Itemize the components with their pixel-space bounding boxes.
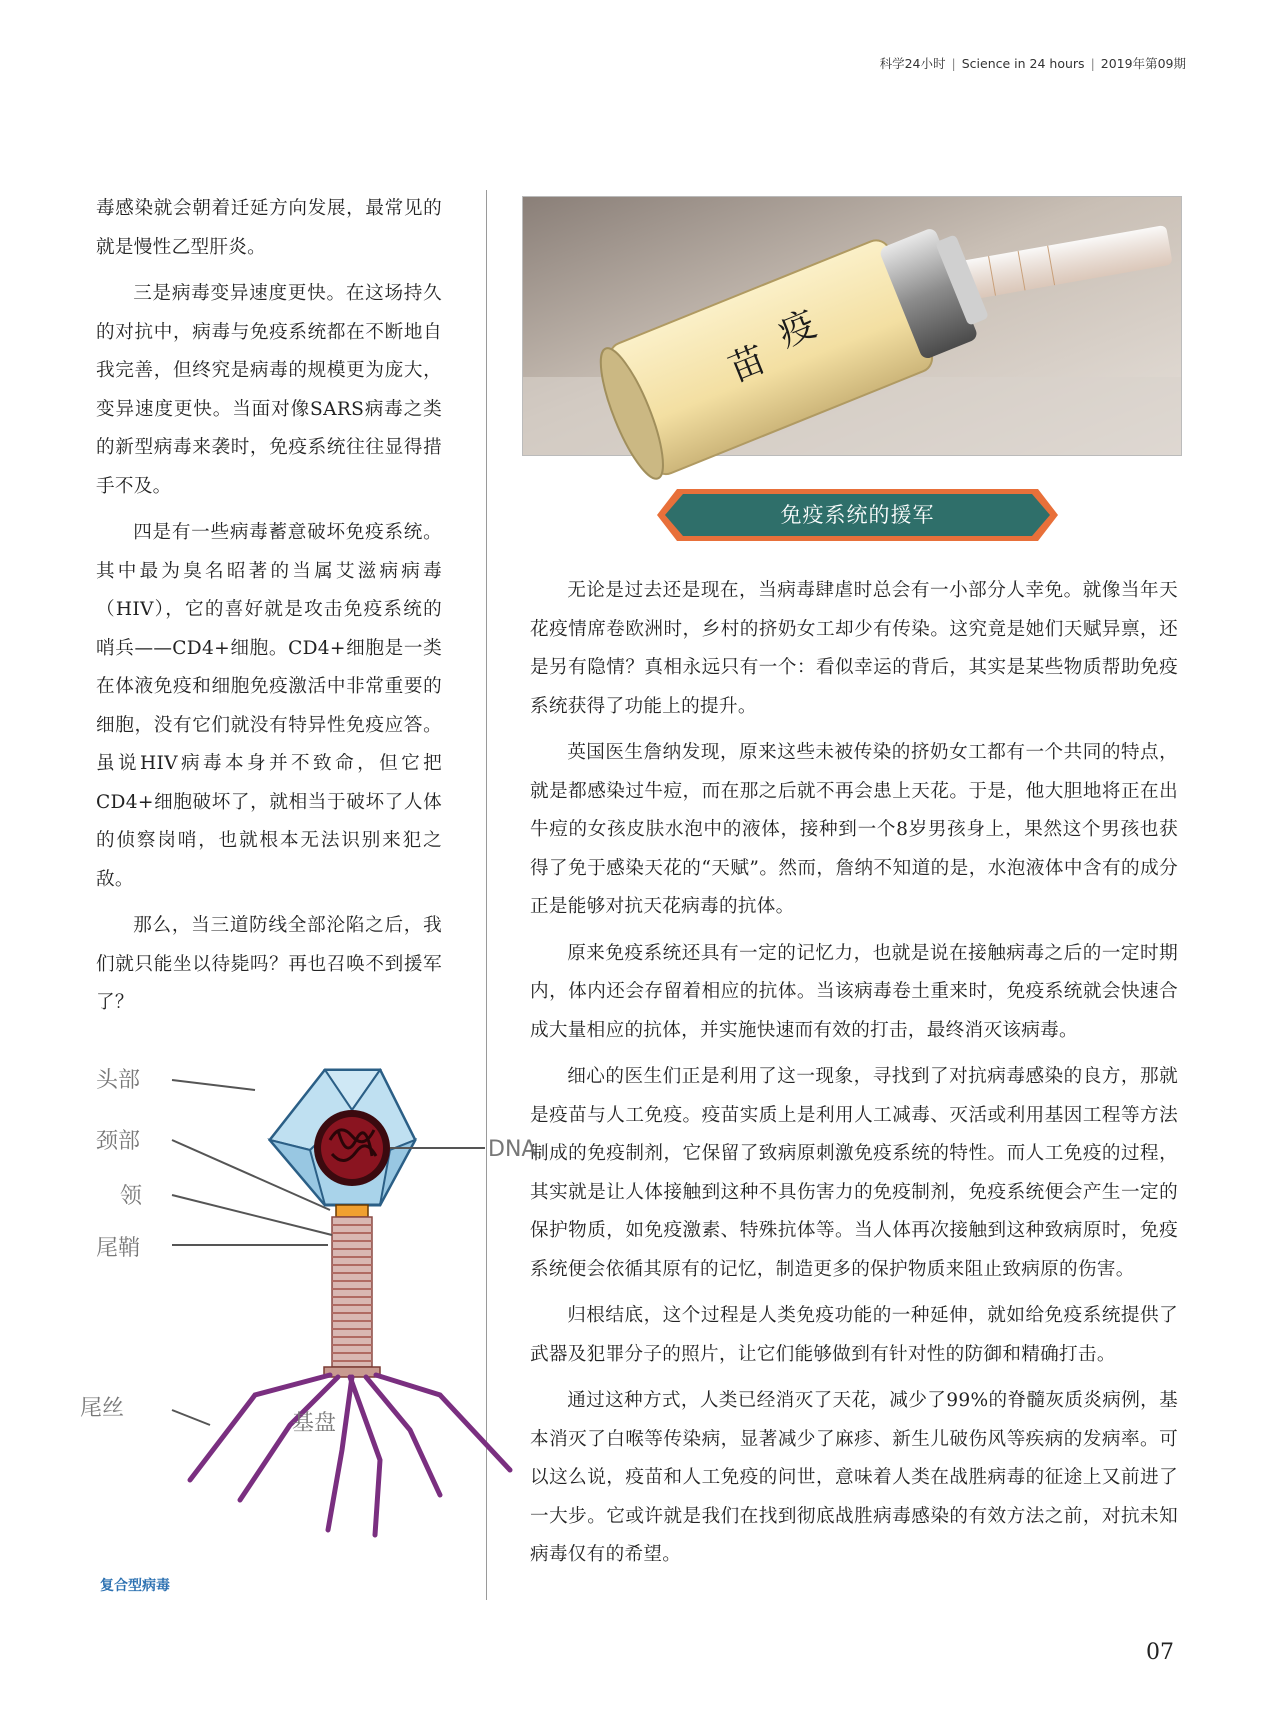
vial-label-char-1: 疫 <box>773 303 822 356</box>
vaccine-vial-photo <box>522 196 1182 456</box>
section-heading-banner <box>655 487 1060 543</box>
page-header <box>880 54 1186 72</box>
label-sheath: 尾鞘 <box>96 1236 141 1261</box>
paragraph: 英国医生詹纳发现，原来这些未被传染的挤奶女工都有一个共同的特点，就是都感染过牛痘，而在那之后就不再会患上天花。于是，他大胆地将正在出牛痘的女孩皮肤水泡中的液体，接种到一个8岁男孩身上，果然这个男孩也获得了免于感染天花的“天赋”。然而，詹纳不知道的是，水泡液体中含有的成分正是能够对抗天花病毒的抗体。 <box>530 742 1178 917</box>
paragraph: 四是有一些病毒蓄意破坏免疫系统。其中最为臭名昭著的当属艾滋病病毒（HIV），它的喜好就是攻击免疫系统的哨兵——CD4+细胞。CD4+细胞是一类在体液免疫和细胞免疫激活中非常重要的细胞，没有它们就没有特异性免疫应答。虽说HIV病毒本身并不致命，但它把CD4+细胞破坏了，就相当于破坏了人体的侦察岗哨，也就根本无法识别来犯之敌。 <box>96 522 442 890</box>
header-separator: | <box>951 56 956 71</box>
page-number: 07 <box>1146 1640 1174 1665</box>
paragraph: 三是病毒变异速度更快。在这场持久的对抗中，病毒与免疫系统都在不断地自我完善，但终究是病毒的规模更为庞大，变异速度更快。当面对像SARS病毒之类的新型病毒来袭时，免疫系统往往显得措手不及。 <box>96 283 442 497</box>
label-dna: DNA <box>488 1137 537 1162</box>
paragraph: 归根结底，这个过程是人类免疫功能的一种延伸，就如给免疫系统提供了武器及犯罪分子的照片，让它们能够做到有针对性的防御和精确打击。 <box>530 1305 1178 1365</box>
phage-tail-fibers <box>190 1375 510 1535</box>
paragraph: 细心的医生们正是利用了这一现象，寻找到了对抗病毒感染的良方，那就是疫苗与人工免疫。疫苗实质上是利用人工减毒、灭活或利用基因工程等方法制成的免疫制剂，它保留了致病原刺激免疫系统的特性。而人工免疫的过程，其实就是让人体接触到这种不具伤害力的免疫制剂，免疫系统便会产生一定的保护物质，如免疫激素、特殊抗体等。当人体再次接触到这种致病原时，免疫系统便会依循其原有的记忆，制造更多的保护物质来阻止致病原的伤害。 <box>530 1066 1178 1280</box>
header-separator: | <box>1090 56 1095 71</box>
label-head: 头部 <box>96 1068 141 1093</box>
label-baseplate: 基盘 <box>292 1411 337 1436</box>
diagram-caption: 复合型病毒 <box>100 1578 170 1594</box>
bacteriophage-diagram <box>80 1030 537 1550</box>
phage-sheath <box>332 1217 372 1367</box>
section-title: 免疫系统的援军 <box>780 503 935 527</box>
label-collar: 领 <box>120 1184 143 1209</box>
right-column <box>530 572 1178 1583</box>
label-tail-fiber: 尾丝 <box>80 1396 125 1421</box>
magazine-name-en: Science in 24 hours <box>961 56 1085 71</box>
paragraph: 无论是过去还是现在，当病毒肆虐时总会有一小部分人幸免。就像当年天花疫情席卷欧洲时，乡村的挤奶女工却少有传染。这究竟是她们天赋异禀，还是另有隐情？真相永远只有一个：看似幸运的背后，其实是某些物质帮助免疫系统获得了功能上的提升。 <box>530 580 1178 717</box>
paragraph: 那么，当三道防线全部沦陷之后，我们就只能坐以待毙吗？再也召唤不到援军了？ <box>96 915 442 1013</box>
paragraph: 通过这种方式，人类已经消灭了天花，减少了99%的脊髓灰质炎病例，基本消灭了白喉等传染病，显著减少了麻疹、新生儿破伤风等疾病的发病率。可以这么说，疫苗和人工免疫的问世，意味着人类在战胜病毒的征途上又前进了一大步。它或许就是我们在找到彻底战胜病毒感染的有效方法之前，对抗未知病毒仅有的希望。 <box>530 1390 1178 1565</box>
left-column <box>96 190 442 1031</box>
vial-label-char-2: 苗 <box>723 338 772 391</box>
paragraph: 原来免疫系统还具有一定的记忆力，也就是说在接触病毒之后的一定时期内，体内还会存留着相应的抗体。当该病毒卷土重来时，免疫系统就会快速合成大量相应的抗体，并实施快速而有效的打击，最终消灭该病毒。 <box>530 942 1178 1041</box>
label-neck: 颈部 <box>96 1129 141 1154</box>
phage-collar <box>336 1205 368 1217</box>
phage-head <box>270 1070 415 1205</box>
issue-number: 2019年第09期 <box>1100 56 1186 71</box>
paragraph: 毒感染就会朝着迁延方向发展，最常见的就是慢性乙型肝炎。 <box>96 198 442 258</box>
magazine-name: 科学24小时 <box>879 56 946 71</box>
